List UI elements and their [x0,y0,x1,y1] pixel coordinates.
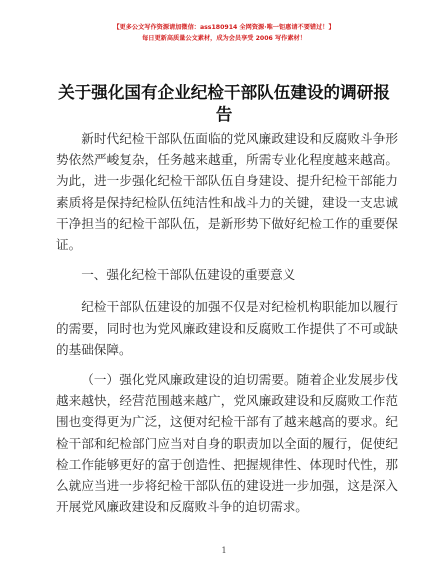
document-body [56,128,398,526]
paragraph-intro: 新时代纪检干部队伍面临的党风廉政建设和反腐败斗争形势依然严峻复杂，任务越来越重，所需专业化程度越来越高。为此，进一步强化纪检干部队伍自身建设、提升纪检干部能力素质将是保持纪检队伍纯洁性和战斗力的关键，建设一支忠诚干净担当的纪检干部队伍，是新形势下做好纪检工作的重要保证。 [56,131,398,253]
paragraph-significance: 纪检干部队伍建设的加强不仅是对纪检机构职能加以履行的需要，同时也为党风廉政建设和反腐败工作提供了不可或缺的基础保障。 [56,299,398,357]
document-title: 关于强化国有企业纪检干部队伍建设的调研报告 [58,83,390,124]
page-number: 1 [221,546,227,555]
promo-banner-line-1: 【更多公文写作资源请加微信：ass180914 全网资源·唯一钜惠请不要错过！】 [113,24,335,31]
paragraph-subsection-1: （一）强化党风廉政建设的迫切需要。随着企业发展步伐越来越快，经营范围越来越广，党风廉政建设和反腐败工作范围也变得更为广泛，这便对纪检干部有了越来越高的要求。纪检干部和纪检部门应当对自身的职责加以全面的履行，促使纪检工作能够更好的富于创造性、把握规律性、体现时代性，那么就应当进一步将纪检干部队伍的建设进一步加强，这是深入开展党风廉政建设和反腐败斗争的迫切需求。 [56,372,398,515]
promo-banner [90,22,358,48]
section-heading: 一、强化纪检干部队伍建设的重要意义 [81,267,296,283]
promo-banner-line-2: 每日更新高质量公文素材，成为会员享受 2006 写作素材！ [142,35,306,42]
